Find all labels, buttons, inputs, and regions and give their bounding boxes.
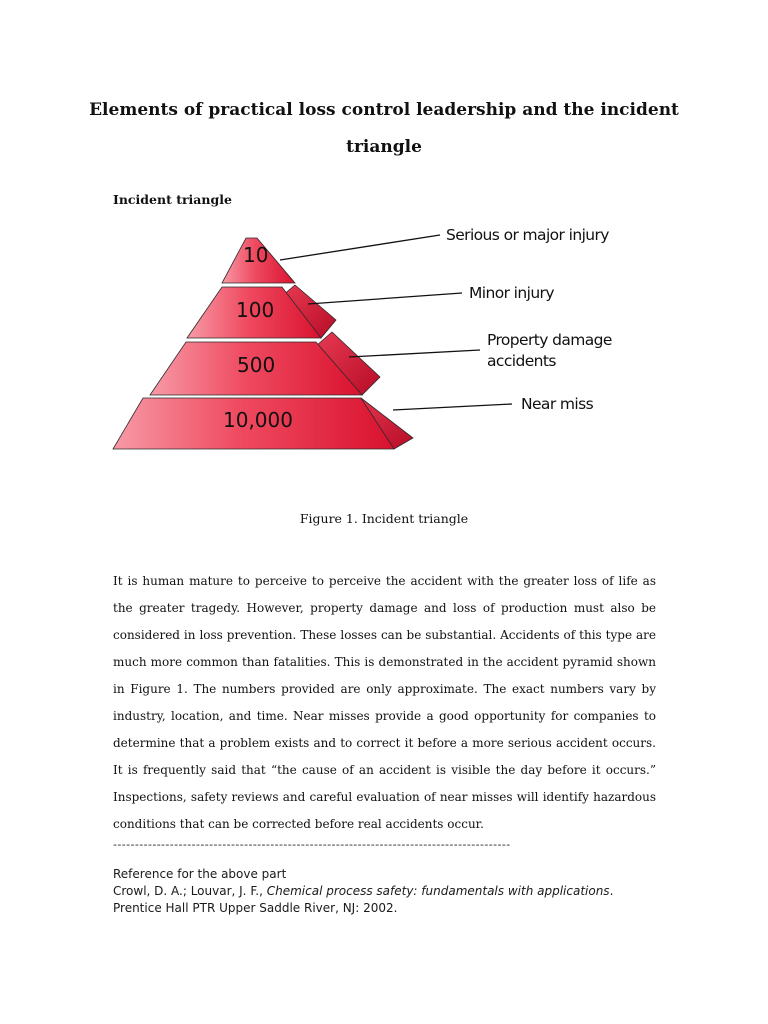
page-title: Elements of practical loss control leadership and the incident triangle [89,100,679,157]
reference-authors: Crowl, D. A.; Louvar, J. F., [113,884,267,898]
tier-number-near-miss: 10,000 [223,408,293,432]
tier-number-property: 500 [237,353,276,377]
callout-label-minor: Minor injury [469,284,554,302]
tier-number-serious: 10 [243,243,269,267]
callout-label-near-miss: Near miss [521,395,594,413]
figure-caption: Figure 1. Incident triangle [299,511,469,526]
callout-label-property-line2: accidents [487,352,556,370]
reference-block [113,866,613,917]
body-paragraph: It is human mature to perceive to perceive the accident with the greater loss of life as the greater tragedy. However, property damage and loss of production must also be considered in loss prevention. These losses can be substantial. Accidents of this type are much more common than fatalities. This is demonstrated in the accident pyramid shown in Figure 1. The numbers provided are only approximate. The exact numbers vary by industry, location, and time. Near misses provide a good opportunity for companies to determine that a problem exists and to correct it before a more serious accident occurs. It is frequently said that “the cause of an accident is visible the day before it occurs.” Inspections, safety reviews and careful evaluation of near misses will identify hazardous conditions that can be corrected before real accidents occur. [113,574,656,831]
tier-number-minor: 100 [236,298,275,322]
reference-period: . [609,884,614,898]
reference-citation [113,883,613,900]
callout-line-serious [280,235,440,260]
separator-line: ------------------------------------------------------------------------------------------- [113,838,511,851]
reference-book-title: Chemical process safety: fundamentals with applications [266,884,610,898]
reference-publisher: Prentice Hall PTR Upper Saddle River, NJ: 2002. [113,901,398,915]
callout-label-property-line1: Property damage [487,331,612,349]
reference-heading: Reference for the above part [113,867,287,881]
callout-line-near-miss [393,404,512,410]
callout-line-minor [308,293,462,304]
callout-line-property [349,350,480,357]
incident-triangle-figure [0,0,768,500]
section-heading: Incident triangle [113,192,232,207]
callout-label-serious: Serious or major injury [446,226,609,244]
